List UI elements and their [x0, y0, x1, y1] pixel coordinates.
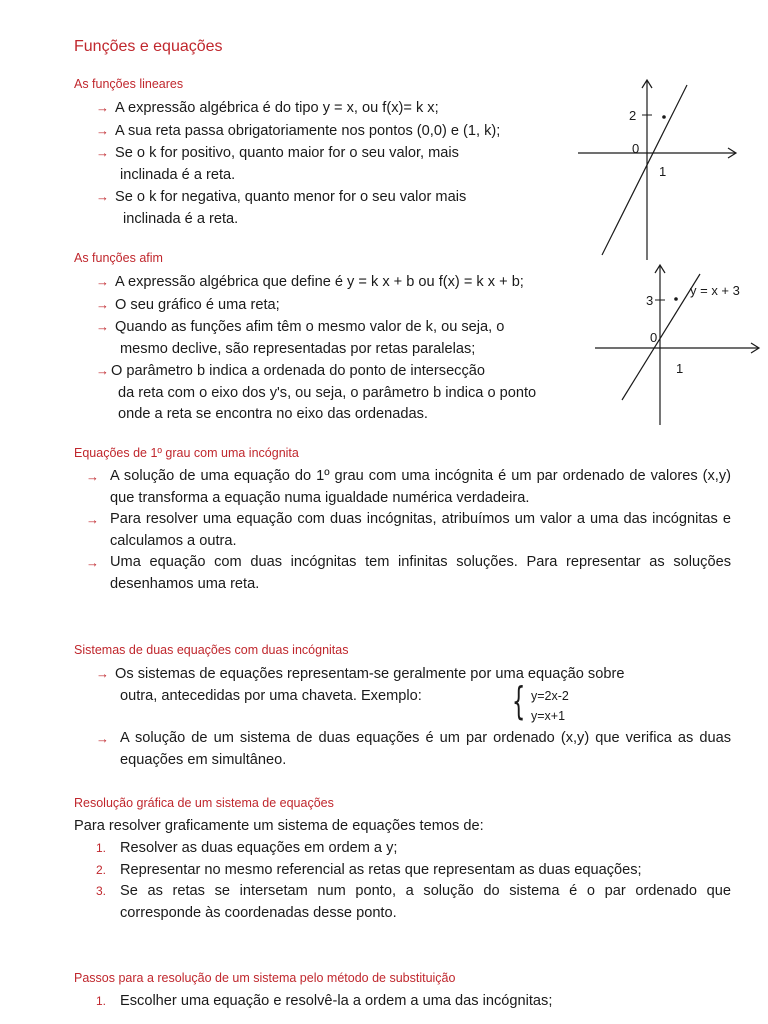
x-tick-label: 1	[659, 164, 667, 179]
origin-label: 0	[650, 330, 658, 345]
heading-graphical-resolution: Resolução gráfica de um sistema de equações	[74, 796, 334, 810]
list-number: 1.	[96, 841, 107, 855]
y-tick-label: 2	[629, 108, 637, 123]
arrow-icon: →	[96, 363, 109, 378]
arrow-icon: →	[96, 274, 109, 289]
affine-function-graph	[590, 260, 765, 430]
graphical-resolution-intro: Para resolver graficamente um sistema de equações temos de:	[74, 818, 484, 834]
y-tick-label: 3	[646, 293, 654, 308]
affine-functions-list	[96, 271, 536, 426]
list-item: → O seu gráfico é uma reta;	[96, 294, 536, 317]
heading-equation-systems: Sistemas de duas equações com duas incógnitas	[74, 643, 349, 657]
list-item-continued: inclinada é a reta.	[123, 210, 239, 227]
linear-function-graph	[570, 75, 745, 265]
list-item: → Os sistemas de equações representam-se geralmente por uma equação sobre	[96, 663, 624, 686]
list-item: 3. Se as retas se intersetam num ponto, a solução do sistema é o par ordenado que corresponde às coordenadas desse ponto.	[96, 883, 731, 921]
system-example	[531, 686, 569, 726]
linear-functions-list	[96, 97, 500, 230]
arrow-icon: →	[96, 122, 109, 138]
arrow-icon: →	[96, 145, 109, 160]
system-equation-1: y=2x-2	[531, 689, 569, 703]
arrow-icon: →	[96, 189, 109, 204]
arrow-icon: →	[96, 731, 109, 746]
arrow-icon: →	[96, 666, 109, 681]
list-item: → Para resolver uma equação com duas incógnitas, atribuímos um valor a uma das incógnitas e calculamos a outra.	[86, 511, 731, 549]
list-item: → Quando as funções afim têm o mesmo valor de k, ou seja, o	[96, 316, 536, 339]
list-item: → A expressão algébrica é do tipo y = x, ou f(x)= k x;	[96, 97, 500, 120]
equation-systems-item-2	[96, 728, 731, 771]
point-marker	[662, 115, 666, 119]
list-item: → Se o k for negativa, quanto menor for o seu valor mais	[96, 186, 500, 209]
arrow-icon: →	[86, 469, 99, 484]
arrow-icon: →	[86, 555, 99, 570]
heading-substitution-method: Passos para a resolução de um sistema pelo método de substituição	[74, 971, 456, 985]
point-marker	[674, 297, 678, 301]
list-item: 1. Escolher uma equação e resolvê-la a ordem a uma das incógnitas;	[96, 991, 552, 1013]
page-title: Funções e equações	[74, 38, 223, 55]
function-line	[602, 85, 687, 255]
equation-label: y = x + 3	[690, 283, 740, 298]
heading-first-degree-equations: Equações de 1º grau com uma incógnita	[74, 446, 299, 460]
list-number: 3.	[96, 884, 107, 898]
list-item-continued: outra, antecedidas por uma chaveta. Exemplo:	[120, 687, 422, 704]
list-item: → A sua reta passa obrigatoriamente nos pontos (0,0) e (1, k);	[96, 120, 500, 143]
list-item: → Se o k for positivo, quanto maior for o seu valor, mais	[96, 142, 500, 165]
list-item: → O parâmetro b indica a ordenada do ponto de intersecção	[96, 360, 536, 383]
list-item: → A solução de um sistema de duas equações é um par ordenado (x,y) que verifica as duas equações em simultâneo.	[96, 730, 731, 768]
list-item-continued: inclinada é a reta.	[120, 166, 236, 183]
system-equation-2: y=x+1	[531, 709, 566, 723]
list-number: 2.	[96, 862, 107, 877]
origin-label: 0	[632, 141, 640, 156]
function-line	[622, 274, 700, 400]
heading-affine-functions: As funções afim	[74, 251, 163, 265]
list-item: 1. Resolver as duas equações em ordem a y;	[96, 838, 731, 860]
arrow-icon: →	[86, 512, 99, 527]
list-item-continued: da reta com o eixo dos y's, ou seja, o parâmetro b indica o ponto	[118, 384, 537, 401]
list-item-continued: mesmo declive, são representadas por retas paralelas;	[120, 340, 476, 357]
list-item: 2. Representar no mesmo referencial as retas que representam as duas equações;	[96, 860, 731, 882]
first-degree-equations-list	[86, 466, 731, 595]
brace-icon: {	[512, 679, 526, 723]
list-item: → Uma equação com duas incógnitas tem infinitas soluções. Para representar as soluções desenhamos uma reta.	[86, 554, 731, 592]
substitution-method-list	[96, 991, 552, 1013]
arrow-icon: →	[96, 296, 109, 312]
list-item-continued: onde a reta se encontra no eixo das ordenadas.	[118, 406, 428, 422]
list-number: 1.	[96, 994, 107, 1008]
arrow-icon: →	[96, 100, 109, 115]
list-item: → A solução de uma equação do 1º grau com uma incógnita é um par ordenado de valores (x,y) que transforma a equação numa igualdade numérica verdadeira.	[86, 468, 731, 506]
arrow-icon: →	[96, 319, 109, 334]
x-tick-label: 1	[676, 361, 684, 376]
list-item: → A expressão algébrica que define é y = k x + b ou f(x) = k x + b;	[96, 271, 536, 294]
heading-linear-functions: As funções lineares	[74, 77, 184, 91]
graphical-resolution-list	[96, 838, 731, 924]
